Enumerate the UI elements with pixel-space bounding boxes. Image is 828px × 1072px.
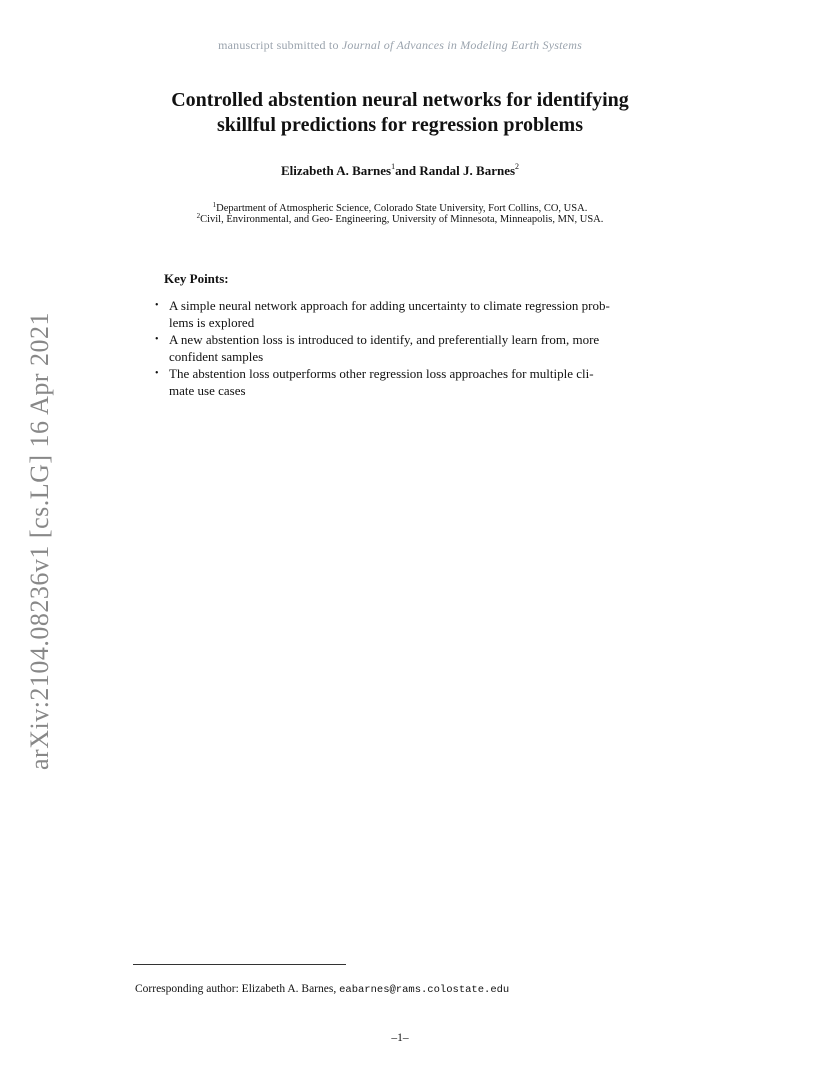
paper-title-line-1: Controlled abstention neural networks for identifying <box>171 89 629 111</box>
affiliation-2-text: Civil, Environmental, and Geo- Engineering, University of Minnesota, Minneapolis, MN, USA. <box>200 214 604 225</box>
affiliation-1 <box>0 203 800 214</box>
bullet-icon: • <box>155 368 159 379</box>
key-points-list <box>154 298 674 400</box>
author-2-affiliation-mark: 2 <box>515 162 520 171</box>
affiliation-2 <box>0 214 800 225</box>
affiliation-1-text: Department of Atmospheric Science, Colorado State University, Fort Collins, CO, USA. <box>216 203 588 214</box>
author-list <box>0 163 800 179</box>
footnote-text: Corresponding author: Elizabeth A. Barnes, <box>135 983 340 995</box>
bullet-icon: • <box>155 300 159 311</box>
key-point-2-line-1: A new abstention loss is introduced to identify, and preferentially learn from, more <box>169 332 600 347</box>
key-points-heading: Key Points: <box>164 271 229 286</box>
manuscript-header <box>0 38 800 53</box>
corresponding-author-footnote <box>135 983 509 996</box>
key-point-3-line-1: The abstention loss outperforms other regression loss approaches for multiple cli- <box>169 366 594 381</box>
journal-name: Journal of Advances in Modeling Earth Systems <box>341 38 582 52</box>
bullet-icon: • <box>155 334 159 345</box>
footnote-divider <box>133 964 346 965</box>
key-point-1-line-1: A simple neural network approach for adding uncertainty to climate regression prob- <box>169 298 610 313</box>
affiliations <box>0 203 800 225</box>
paper-title <box>0 88 800 138</box>
author-1: Elizabeth A. Barnes <box>280 163 392 178</box>
author-2: Randal J. Barnes <box>419 163 516 178</box>
key-point-item <box>154 332 674 365</box>
key-point-3-line-2: mate use cases <box>169 382 246 398</box>
arxiv-side-identifier: arXiv:2104.08236v1 [cs.LG] 16 Apr 2021 <box>25 311 54 770</box>
manuscript-header-prefix: manuscript submitted to <box>218 38 342 52</box>
affiliation-2-mark: 2 <box>196 212 201 220</box>
key-point-item <box>154 366 674 399</box>
paper-title-line-2: skillful predictions for regression problems <box>217 114 583 136</box>
page-number: –1– <box>391 1032 409 1044</box>
author-1-affiliation-mark: 1 <box>391 162 396 171</box>
affiliation-1-mark: 1 <box>212 201 217 209</box>
author-connector: and <box>395 163 420 178</box>
key-point-2-line-2: confident samples <box>169 348 264 364</box>
author-email: eabarnes@rams.colostate.edu <box>339 984 510 996</box>
key-point-1-line-2: lems is explored <box>169 314 255 330</box>
key-point-item <box>154 298 674 331</box>
